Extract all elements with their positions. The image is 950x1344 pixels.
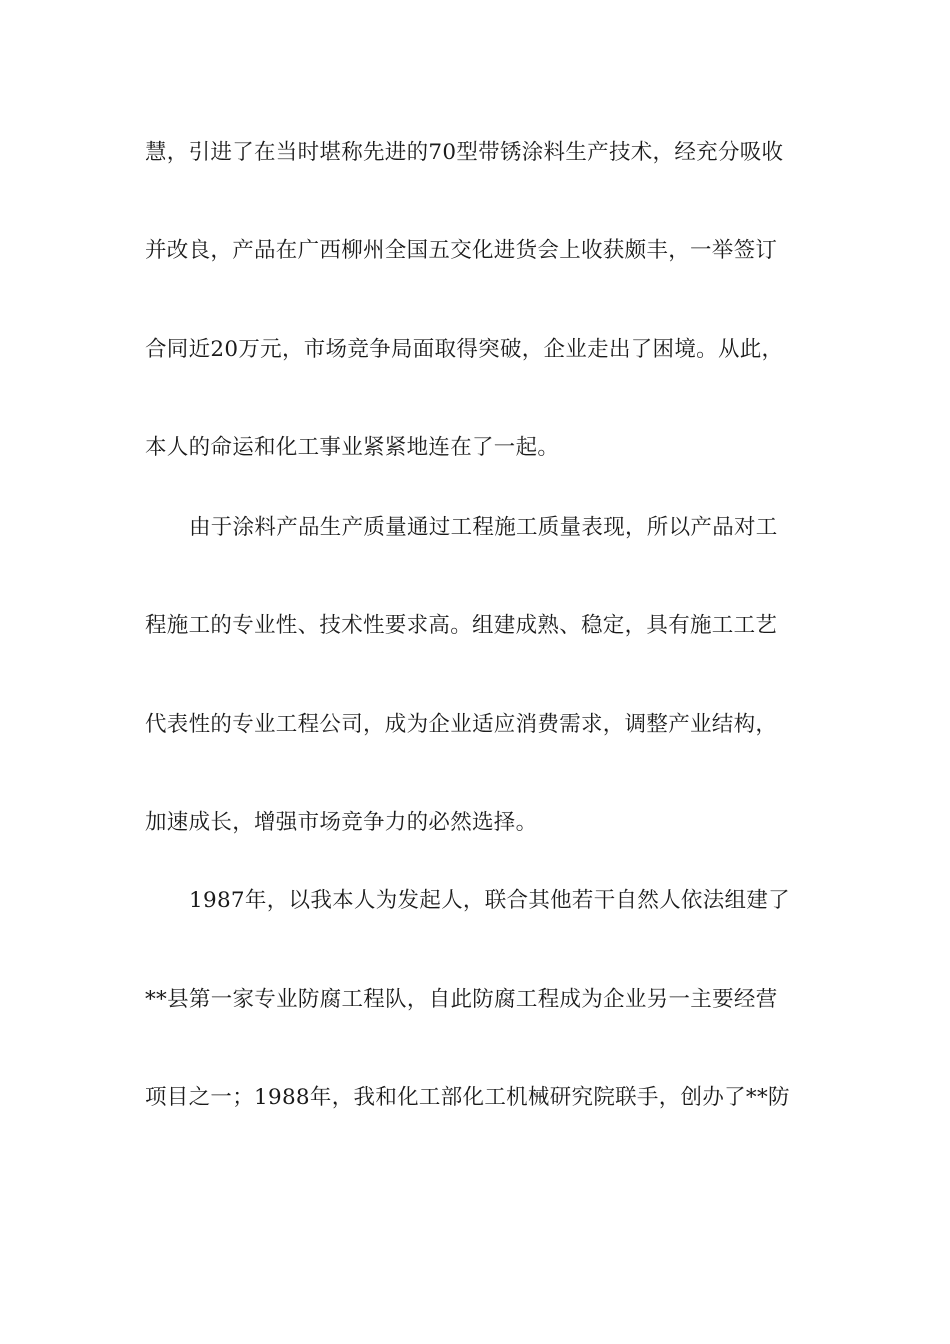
paragraph-line-3: 合同近20万元，市场竞争局面取得突破，企业走出了困境。从此，	[145, 337, 784, 362]
paragraph-line-5: 由于涂料产品生产质量通过工程施工质量表现，所以产品对工	[189, 515, 778, 540]
paragraph-line-8: 加速成长，增强市场竞争力的必然选择。	[145, 810, 538, 835]
paragraph-line-9: 1987年，以我本人为发起人，联合其他若干自然人依法组建了	[189, 888, 790, 913]
paragraph-line-4: 本人的命运和化工事业紧紧地连在了一起。	[145, 435, 560, 460]
paragraph-line-10: **县第一家专业防腐工程队，自此防腐工程成为企业另一主要经营	[145, 987, 778, 1012]
paragraph-line-2: 并改良，产品在广西柳州全国五交化进货会上收获颇丰，一举签订	[145, 238, 778, 263]
paragraph-line-7: 代表性的专业工程公司，成为企业适应消费需求，调整产业结构，	[145, 712, 778, 737]
paragraph-line-11: 项目之一；1988年，我和化工部化工机械研究院联手，创办了**防	[145, 1085, 790, 1110]
paragraph-line-1: 慧，引进了在当时堪称先进的70型带锈涂料生产技术，经充分吸收	[145, 140, 784, 165]
paragraph-line-6: 程施工的专业性、技术性要求高。组建成熟、稳定，具有施工工艺	[145, 613, 778, 638]
